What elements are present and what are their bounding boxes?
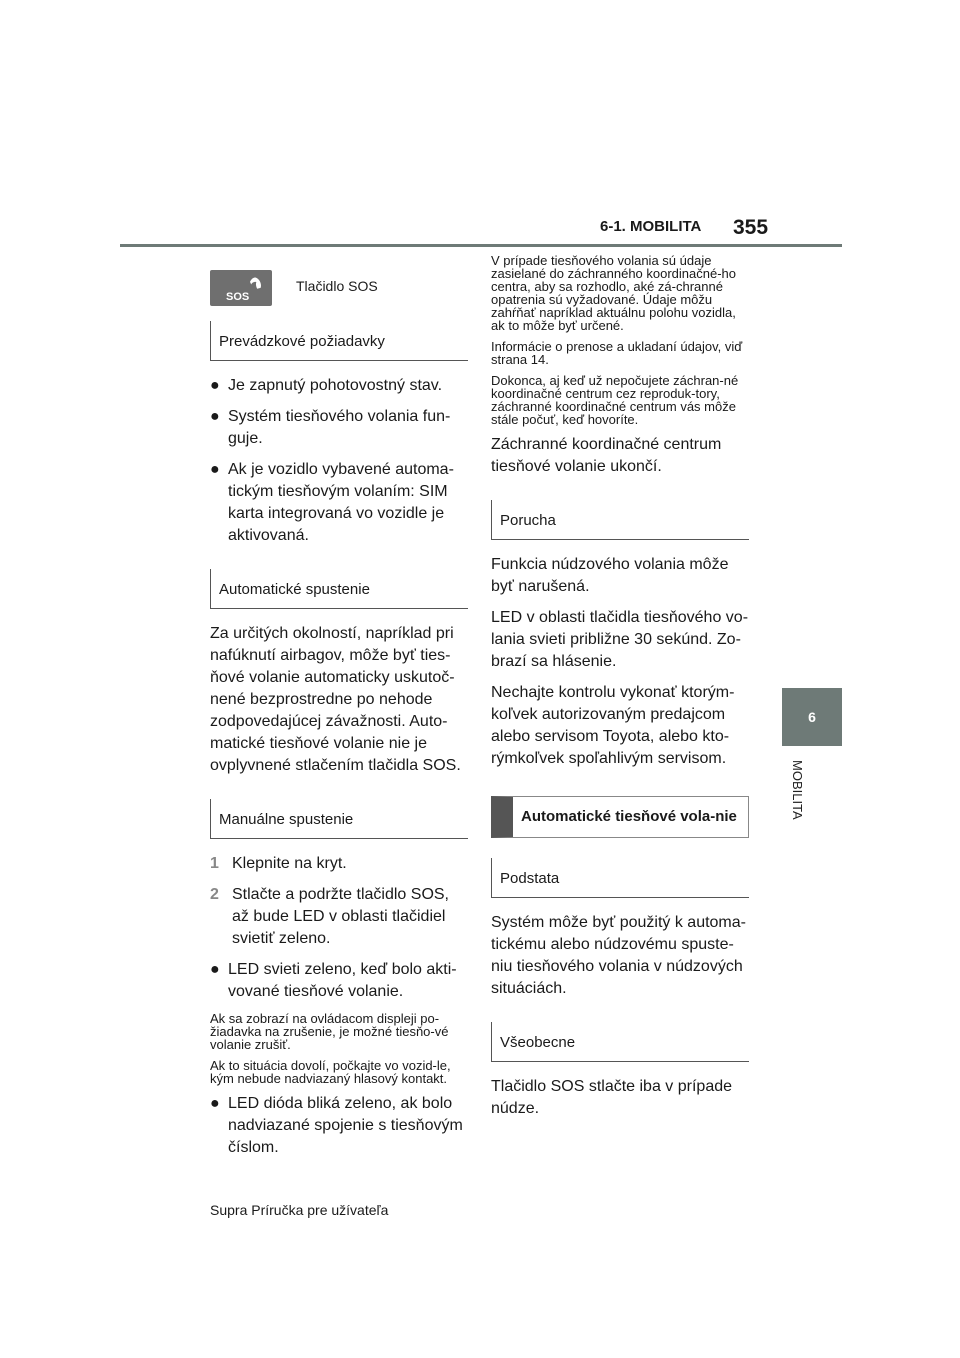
bullet-icon: ● [210,408,220,425]
header-rule [120,244,842,247]
heading-manual-start: Manuálne spustenie [210,799,468,839]
list-item: ● LED svieti zeleno, keď bolo akti-vované tiesňové volanie. [210,959,468,1003]
heading-general: Všeobecne [491,1022,749,1062]
fault-text-2: LED v oblasti tlačidla tiesňového vo-lania svieti približne 30 sekúnd. Zo-brazí sa hlásenie. [491,609,749,670]
list-item: ● Systém tiesňového volania fun-guje. [210,406,468,450]
footer-text: Supra Príručka pre užívateľa [210,1202,389,1218]
bullet-icon: ● [210,961,220,978]
section-title: 6-1. MOBILITA [600,218,702,235]
list-item: ● LED dióda bliká zeleno, ak bolo nadviazané spojenie s tiesňovým číslom. [210,1093,468,1159]
bullet-icon: ● [210,1095,220,1112]
chapter-label: MOBILITA [790,760,805,820]
step-item: 1 Klepnite na kryt. [210,855,347,872]
chapter-number: 6 [808,709,816,725]
sos-phone-icon [210,270,272,306]
fault-text-1: Funkcia núdzového volania môže byť narušená. [491,556,729,595]
list-item: ● Ak je vozidlo vybavené automa-tickým tiesňovým volaním: SIM karta integrovaná vo vozidle je aktivovaná. [210,459,468,547]
list-item: ● Je zapnutý pohotovostný stav. [210,375,468,397]
sos-icon-text: SOS [226,291,250,303]
heading-auto-start: Automatické spustenie [210,569,468,609]
heading-auto-emergency-call: Automatické tiesňové vola-nie [491,796,749,838]
principle-text: Systém môže byť použitý k automa-tickému alebo núdzovému spuste-niu tiesňového volania v núdzových situáciách. [491,914,746,997]
bullet-icon: ● [210,461,220,478]
note-cancel: Ak sa zobrazí na ovládacom displeji po-žiadavka na zrušenie, je možné tiesňo-vé volanie zrušiť. [210,1011,449,1052]
sos-button-label: Tlačidlo SOS [296,278,378,294]
heading-principle: Podstata [491,858,749,898]
left-column [210,270,468,1168]
general-text: Tlačidlo SOS stlačte iba v prípade núdze. [491,1078,733,1117]
bullet-icon: ● [210,377,220,394]
data-info-text: Informácie o prenose a ukladaní údajov, viď strana 14. [491,339,743,367]
page-number: 355 [733,216,769,239]
auto-start-text: Za určitých okolností, napríklad pri nafúknutí airbagov, môže byť ties-ňové volanie automaticky uskutoč-nené bezprostredne po nehode zodpovedajúcej závažnosti. Auto-matické tiesňové volanie nie je ovplyvnené stlačením tlačidla SOS. [210,625,461,774]
sos-button-row [210,270,468,306]
call-end-text: Záchranné koordinačné centrum tiesňové volanie ukončí. [491,436,722,475]
step-item: 2 Stlačte a podržte tlačidlo SOS, až bude LED v oblasti tlačidiel svietiť zeleno. [210,886,449,947]
heading-requirements: Prevádzkové požiadavky [210,321,468,361]
right-column [491,254,749,1129]
heading-fault: Porucha [491,500,749,540]
still-hear-text: Dokonca, aj keď už nepočujete záchran-né koordinačné centrum cez reproduk-tory, záchranné koordinačné centrum vás môže stále počuť, keď hovoríte. [491,373,739,427]
fault-text-3: Nechajte kontrolu vykonať ktorým-koľvek autorizovaným predajcom alebo servisom Toyota, alebo kto-rýmkoľvek spoľahlivým servisom. [491,684,735,767]
chapter-tab [782,688,842,746]
data-sent-text: V prípade tiesňového volania sú údaje zasielané do záchranného koordinačné-ho centra, aby sa rozhodlo, aké zá-chranné opatrenia sú vyžadované. Údaje môžu zahŕňať napríklad aktuálnu polohu vozidla, ak to môže byť určené. [491,253,737,333]
note-wait: Ak to situácia dovolí, počkajte vo vozid-le, kým nebude nadviazaný hlasový kontakt. [210,1058,451,1086]
